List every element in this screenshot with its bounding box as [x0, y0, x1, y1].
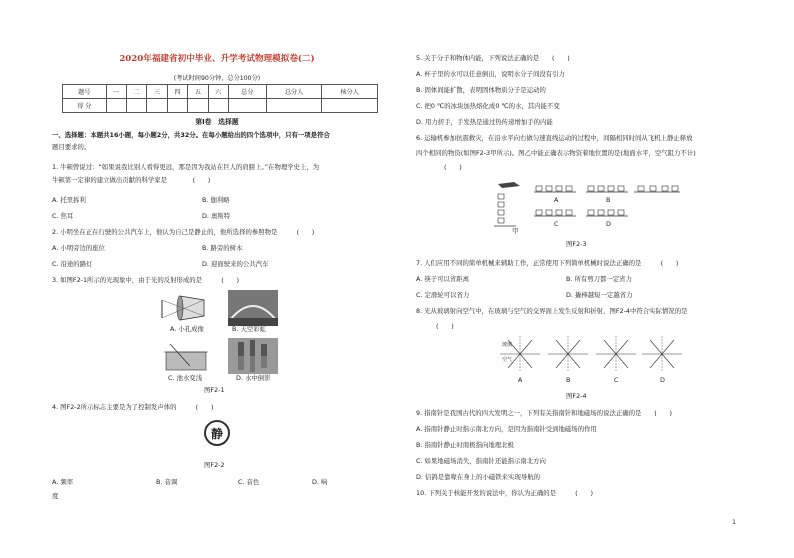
- q6-label-a: A: [554, 196, 559, 204]
- q8-label-c: C: [614, 376, 619, 384]
- q3-caption-b: B. 天空彩虹: [232, 325, 267, 333]
- score-cell: 核分人: [322, 85, 378, 99]
- q2-option-d: D. 迎面驶来的公共汽车: [202, 260, 269, 268]
- score-table: [62, 84, 378, 113]
- q3-figure-label: 图F2-1: [204, 386, 225, 394]
- q6-label-c: C: [554, 220, 559, 228]
- q8-stem-1: 8. 光从玻璃射向空气中，在玻璃与空气的交界面上发生反射和折射，图F2-4中符合实际情况的是: [416, 307, 688, 315]
- q4-figure-label: 图F2-2: [204, 461, 225, 469]
- q7-option-d: D. 撬棒越短一定越省力: [566, 291, 633, 299]
- q9-option-b: B. 指南针静止时南极指向地理北极: [416, 441, 514, 449]
- q4-option-d-continued: 度: [52, 492, 59, 500]
- score-cell: 六: [208, 85, 228, 99]
- q7-option-b: B. 所有剪刀都一定省力: [566, 275, 632, 283]
- q9-option-c: C. 如果地磁场消失，指南针还能指示南北方向: [416, 457, 546, 465]
- score-cell: [228, 99, 266, 113]
- q4-stem: 4. 图F2-2所示标志主要是为了控制发声体的 ( ): [52, 403, 214, 411]
- q6-figure-label: 图F2-3: [566, 240, 587, 248]
- q2-option-b: B. 路旁的树木: [202, 244, 243, 252]
- rainbow-photo: [228, 290, 278, 326]
- score-cell: 总分: [228, 85, 266, 99]
- score-cell: [126, 99, 146, 113]
- q2-option-c: C. 沿途的路灯: [52, 260, 93, 268]
- score-cell: [322, 99, 378, 113]
- q6-label-d: D: [606, 220, 611, 228]
- q8-air-label: 空气: [502, 357, 513, 363]
- refraction-figure: [496, 334, 686, 374]
- q5-stem: 5. 关于分子和物体内能，下列说法正确的是 ( ): [416, 54, 570, 62]
- q7-option-c: C. 定滑轮可以省力: [416, 291, 470, 299]
- intro-line-2: 题目要求的。: [52, 143, 91, 151]
- q6-stem-1: 6. 运输机参加抗震救灾，在沿水平向右做匀速直线运动的过程中，间隔相同时间从飞机上静止释放: [416, 134, 693, 142]
- q3-caption-c: C. 池水变浅: [168, 374, 203, 382]
- score-cell: 一: [106, 85, 126, 99]
- q1-option-d: D. 奥斯特: [202, 212, 231, 220]
- q4-option-d: D. 响: [312, 478, 328, 486]
- q1-option-c: C. 焦耳: [52, 212, 74, 220]
- score-value-row: [63, 99, 378, 113]
- q2-stem: 2. 小明坐在正在行驶的公共汽车上，他认为自己是静止的，他所选择的参照物是 ( ): [52, 228, 315, 236]
- q6-left-label: 甲: [512, 227, 519, 235]
- score-cell: [167, 99, 187, 113]
- reflection-photo: [228, 338, 278, 374]
- q3-caption-a: A. 小孔成像: [170, 325, 204, 333]
- section-title: 第Ⅰ卷 选择题: [195, 118, 239, 126]
- page-number: 1: [732, 519, 736, 526]
- score-cell: [106, 99, 126, 113]
- q1-option-a: A. 托里拆利: [52, 196, 86, 204]
- q8-stem-2: ( ): [436, 322, 454, 330]
- score-cell: [147, 99, 167, 113]
- pool-figure: [164, 340, 208, 372]
- pinhole-figure: [160, 292, 220, 324]
- q6-stem-2: 四个相同的物资(如图F2-3甲所示)。图乙中能正确表示物资着地位置的是(地面水平，空气阻力不计): [416, 149, 696, 157]
- q9-option-d: D. 信鸽是靠喙在身上的小磁铁来实现导航的: [416, 473, 541, 481]
- score-cell: 三: [147, 85, 167, 99]
- q7-stem: 7. 人们应用不同的简单机械来辅助工作，正常使用下列简单机械时说法正确的是 ( ): [416, 259, 679, 267]
- score-cell: [208, 99, 228, 113]
- score-cell: 二: [126, 85, 146, 99]
- q8-label-a: A: [518, 376, 523, 384]
- q8-figure-label: 图F2-4: [566, 392, 587, 400]
- q6-stem-3: ( ): [444, 163, 462, 171]
- q8-label-b: B: [566, 376, 571, 384]
- q1-option-b: B. 伽利略: [202, 196, 230, 204]
- intro-line-1: 一、选择题：本题共16小题，每小题2分，共32分。在每小题给出的四个选项中，只有一项是符合: [52, 131, 330, 139]
- q3-stem: 3. 如图F2-1所示的光现象中，由于光的反射形成的是 ( ): [52, 276, 239, 284]
- q3-caption-d: D. 水中倒影: [236, 374, 271, 382]
- score-header-row: [63, 85, 378, 99]
- score-cell: 总分人: [266, 85, 322, 99]
- quiet-sign: [204, 420, 230, 446]
- q6-label-b: B: [606, 196, 611, 204]
- q9-option-a: A. 指南针静止时指示南北方向，是因为指南针受到地磁场的作用: [416, 425, 597, 433]
- q8-label-d: D: [660, 376, 665, 384]
- q10-stem: 10. 下列关于核能开发的说法中，你认为正确的是 ( ): [416, 489, 593, 497]
- score-cell: 四: [167, 85, 187, 99]
- q4-option-a: A. 频率: [52, 478, 74, 486]
- score-cell: 题号: [63, 85, 107, 99]
- q5-option-a: A. 杯子里的水可以任意倒出，说明水分子间没有引力: [416, 70, 565, 78]
- q1-stem-2: 牛顿第一定律的建立做出贡献的科学家是 ( ): [52, 176, 211, 184]
- q7-option-a: A. 筷子可以省距离: [416, 275, 470, 283]
- q5-option-b: B. 固体间能扩散，表明固体物质分子是运动的: [416, 86, 546, 94]
- exam-title: 2020年福建省初中毕业、升学考试物理模拟卷(二): [119, 54, 315, 64]
- exam-subtitle: (考试时间90分钟，总分100分): [173, 75, 261, 82]
- score-cell: 五: [188, 85, 208, 99]
- airplane-drop-figure: [494, 180, 684, 236]
- score-cell: 得 分: [63, 99, 107, 113]
- score-cell: [188, 99, 208, 113]
- score-cell: [266, 99, 322, 113]
- q5-option-c: C. 把0 ℃的冰块加热熔化成0 ℃的水，其内能不变: [416, 102, 560, 110]
- q4-option-c: C. 音色: [238, 478, 260, 486]
- q4-option-b: B. 音调: [156, 478, 178, 486]
- q1-stem-1: 1. 牛顿曾说过：“如果说我比别人看得更远，那是因为我站在巨人的肩膀上。”在物理学史上，为: [52, 163, 320, 171]
- q5-option-d: D. 用力搓手，手发热是通过热传递增加手的内能: [416, 118, 553, 126]
- q8-glass-label: 玻璃: [502, 342, 513, 348]
- q9-stem: 9. 指南针是我国古代的四大发明之一，下列有关指南针和地磁场的说法正确的是 ( ): [416, 409, 672, 417]
- q2-option-a: A. 小明旁边的座位: [52, 244, 106, 252]
- quiet-sign-icon: 静: [204, 420, 230, 446]
